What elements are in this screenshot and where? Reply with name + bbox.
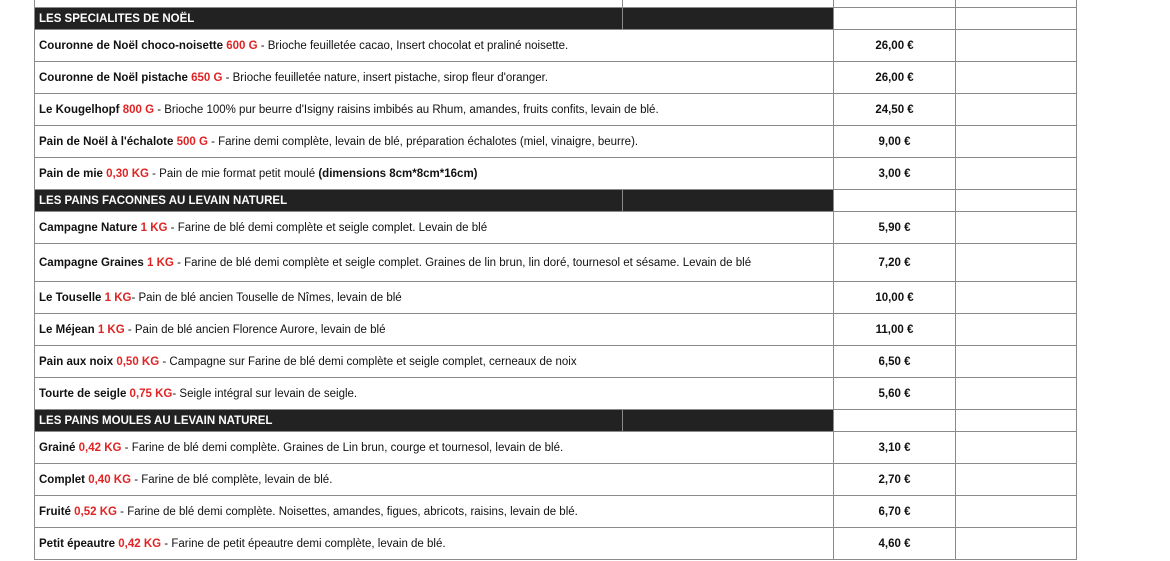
section-title: LES PAINS MOULES AU LEVAIN NATUREL [35,410,623,432]
product-row [35,464,1077,496]
product-weight: 500 G [176,135,208,148]
product-quantity-cell[interactable] [956,212,1077,244]
product-row [35,496,1077,528]
product-price: 26,00 € [834,62,956,94]
product-price: 7,20 € [834,244,956,282]
section-last-cell [956,190,1077,212]
product-gap-cell [623,378,834,410]
product-price: 11,00 € [834,314,956,346]
product-description-cell [35,282,623,314]
section-last-cell [956,8,1077,30]
product-quantity-cell[interactable] [956,432,1077,464]
product-name: Couronne de Noël pistache [39,71,188,84]
product-description-cell [35,496,623,528]
product-quantity-cell[interactable] [956,314,1077,346]
product-gap-cell [623,282,834,314]
product-weight: 0,50 KG [116,355,160,368]
product-description-cell [35,464,623,496]
section-title-gap [623,8,834,30]
product-quantity-cell[interactable] [956,282,1077,314]
section-header-row [35,410,1077,432]
product-gap-cell [623,528,834,560]
product-row [35,378,1077,410]
product-weight: 800 G [122,103,155,116]
product-gap-cell [623,432,834,464]
product-row [35,62,1077,94]
product-name: Pain de mie [39,167,103,180]
product-gap-cell [623,496,834,528]
product-row [35,314,1077,346]
product-price: 2,70 € [834,464,956,496]
product-quantity-cell[interactable] [956,346,1077,378]
product-name: Pain de Noël à l'échalote [39,135,174,148]
product-description: - Farine de blé demi complète. Graines de Lin brun, courge et tournesol, levain de blé. [121,441,564,454]
section-title: LES PAINS FACONNES AU LEVAIN NATUREL [35,190,623,212]
product-description-cell [35,94,659,126]
product-weight: 0,30 KG [106,167,149,180]
product-gap-cell [623,126,834,158]
product-description: - Farine de blé demi complète et seigle complet. Graines de lin brun, lin doré, tournesol et sésame. Levain de blé [173,256,752,269]
product-name: Le Méjean [39,323,95,336]
product-description-cell [35,62,623,94]
price-list-body [35,0,1077,560]
top-cell [623,0,834,8]
product-description: - Pain de blé ancien Touselle de Nîmes, levain de blé [131,291,402,304]
product-price: 4,60 € [834,528,956,560]
sheet-top-row [35,0,1077,8]
product-quantity-cell[interactable] [956,496,1077,528]
product-quantity-cell[interactable] [956,158,1077,190]
product-quantity-cell[interactable] [956,244,1077,282]
price-list-table [34,0,1077,560]
section-price-cell [834,190,956,212]
product-price: 3,00 € [834,158,956,190]
product-gap-cell [623,30,834,62]
product-quantity-cell[interactable] [956,62,1077,94]
product-weight: 0,75 KG [129,387,173,400]
product-row [35,30,1077,62]
product-quantity-cell[interactable] [956,528,1077,560]
product-description-cell [35,528,623,560]
product-name: Le Touselle [39,291,102,304]
product-name: Tourte de seigle [39,387,127,400]
product-description-cell [35,212,623,244]
product-weight: 0,42 KG [78,441,122,454]
section-title: LES SPECIALITES DE NOËL [35,8,623,30]
product-price: 5,60 € [834,378,956,410]
section-last-cell [956,410,1077,432]
product-name: Campagne Nature [39,221,138,234]
product-description-cell [35,314,623,346]
product-gap-cell [623,158,834,190]
section-header-row [35,8,1077,30]
top-cell [956,0,1077,8]
product-description: - Brioche feuilletée nature, insert pistache, sirop fleur d'oranger. [222,71,549,84]
product-weight: 1 KG [104,291,132,304]
product-description-cell [35,346,623,378]
product-price: 9,00 € [834,126,956,158]
product-price: 26,00 € [834,30,956,62]
product-description-cell [35,30,623,62]
product-description: - Campagne sur Farine de blé demi complète et seigle complet, cerneaux de noix [159,355,577,368]
product-name: Pain aux noix [39,355,114,368]
product-quantity-cell[interactable] [956,126,1077,158]
section-header-row [35,190,1077,212]
product-weight: 0,40 KG [88,473,132,486]
product-weight: 1 KG [140,221,168,234]
section-title-gap [623,190,834,212]
product-weight: 1 KG [147,256,174,269]
product-description-cell [35,244,752,282]
product-row [35,126,1077,158]
product-description: - Pain de blé ancien Florence Aurore, levain de blé [124,323,386,336]
product-quantity-cell[interactable] [956,464,1077,496]
product-description-bold: (dimensions 8cm*8cm*16cm) [318,167,478,180]
product-row [35,158,1077,190]
product-row [35,94,1077,126]
product-row [35,528,1077,560]
product-description: - Seigle intégral sur levain de seigle. [172,387,358,400]
section-price-cell [834,8,956,30]
section-price-cell [834,410,956,432]
product-row [35,346,1077,378]
product-quantity-cell[interactable] [956,30,1077,62]
product-gap-cell [623,346,834,378]
product-weight: 600 G [226,39,258,52]
product-description-cell [35,126,639,158]
product-description-cell [35,158,623,190]
product-weight: 650 G [191,71,223,84]
product-row [35,212,1077,244]
product-weight: 0,52 KG [74,505,117,518]
product-price: 10,00 € [834,282,956,314]
product-quantity-cell[interactable] [956,94,1077,126]
product-price: 3,10 € [834,432,956,464]
product-quantity-cell[interactable] [956,378,1077,410]
product-description: - Farine de blé demi complète et seigle complet. Levain de blé [167,221,488,234]
product-name: Campagne Graines [39,256,144,269]
top-cell [35,0,623,8]
product-name: Fruité [39,505,71,518]
product-name: Le Kougelhopf [39,103,120,116]
product-price: 5,90 € [834,212,956,244]
product-gap-cell [623,464,834,496]
product-description: - Farine de blé complète, levain de blé. [131,473,333,486]
product-weight: 0,42 KG [118,537,162,550]
product-row [35,244,1077,282]
section-title-gap [623,410,834,432]
product-gap-cell [623,62,834,94]
product-price: 24,50 € [834,94,956,126]
product-row [35,282,1077,314]
product-name: Couronne de Noël choco-noisette [39,39,224,52]
product-name: Complet [39,473,85,486]
product-name: Grainé [39,441,76,454]
product-description: - Farine demi complète, levain de blé, préparation échalotes (miel, vinaigre, beurre). [207,135,639,148]
product-description-cell [35,378,623,410]
product-description: - Farine de petit épeautre demi complète, levain de blé. [161,537,446,550]
product-description: - Farine de blé demi complète. Noisettes, amandes, figues, abricots, raisins, levain de blé. [116,505,578,518]
product-name: Petit épeautre [39,537,116,550]
product-gap-cell [623,314,834,346]
product-weight: 1 KG [97,323,125,336]
product-description: - Brioche 100% pur beurre d'Isigny raisins imbibés au Rhum, amandes, fruits confits, levain de blé. [154,103,659,116]
top-cell [834,0,956,8]
product-price: 6,50 € [834,346,956,378]
product-gap-cell [623,212,834,244]
product-row [35,432,1077,464]
product-description-cell [35,432,623,464]
product-description: - Brioche feuilletée cacao, Insert chocolat et praliné noisette. [257,39,569,52]
product-price: 6,70 € [834,496,956,528]
product-description: - Pain de mie format petit moulé [148,167,319,180]
